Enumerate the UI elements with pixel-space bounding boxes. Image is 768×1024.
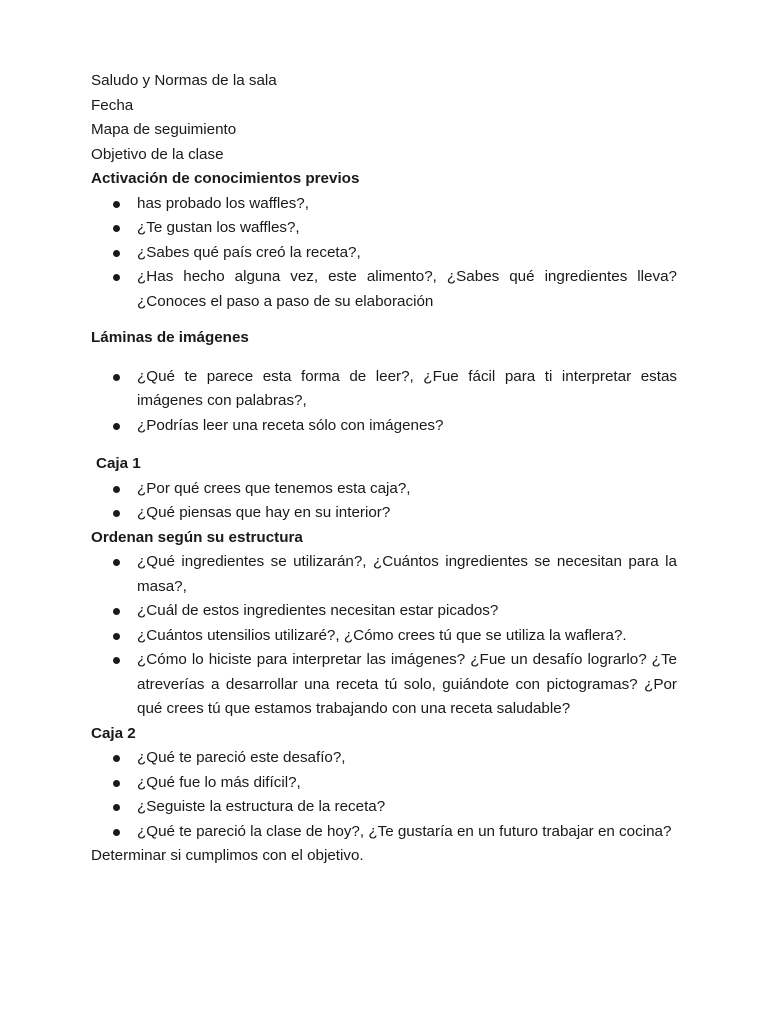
bullet-icon <box>113 559 120 566</box>
list-item: ¿Qué te parece esta forma de leer?, ¿Fue fácil para ti interpretar estas imágenes con palabras?, <box>91 365 677 414</box>
section-heading-box-1: Caja 1 <box>96 455 141 472</box>
list-item: ¿Has hecho alguna vez, este alimento?, ¿Sabes qué ingredientes lleva? ¿Conoces el paso a paso de su elaboración <box>91 265 677 314</box>
list-item: ¿Cuál de estos ingredientes necesitan estar picados? <box>91 599 677 624</box>
intro-line-greeting: Saludo y Normas de la sala <box>91 72 277 89</box>
bullet-icon <box>113 486 120 493</box>
bullet-icon <box>113 633 120 640</box>
bullet-list-image-sheets <box>91 365 677 439</box>
section-heading-order-structure: Ordenan según su estructura <box>91 528 303 546</box>
list-item: ¿Te gustan los waffles?, <box>91 216 677 241</box>
section-heading-prior-knowledge: Activación de conocimientos previos <box>91 170 360 187</box>
list-item: ¿Seguiste la estructura de la receta? <box>91 795 677 820</box>
bullet-icon <box>113 423 120 430</box>
list-item: ¿Por qué crees que tenemos esta caja?, <box>91 477 677 502</box>
list-item: ¿Qué piensas que hay en su interior? <box>91 501 677 526</box>
list-item: ¿Qué te pareció la clase de hoy?, ¿Te gustaría en un futuro trabajar en cocina? <box>91 820 677 845</box>
list-item: ¿Qué ingredientes se utilizarán?, ¿Cuántos ingredientes se necesitan para la masa?, <box>91 550 677 599</box>
bullet-icon <box>113 657 120 664</box>
list-item: ¿Qué te pareció este desafío?, <box>91 746 677 771</box>
bullet-list-box-2 <box>91 746 677 844</box>
list-item: ¿Qué fue lo más difícil?, <box>91 771 677 796</box>
intro-line-date: Fecha <box>91 96 134 114</box>
section-heading-box-2: Caja 2 <box>91 724 136 742</box>
bullet-icon <box>113 829 120 836</box>
bullet-list-box-1 <box>91 477 677 526</box>
document-page <box>91 69 677 869</box>
bullet-icon <box>113 755 120 762</box>
bullet-list-prior-knowledge <box>91 192 677 315</box>
bullet-list-order-structure <box>91 550 677 722</box>
bullet-icon <box>113 780 120 787</box>
bullet-icon <box>113 804 120 811</box>
bullet-icon <box>113 510 120 517</box>
bullet-icon <box>113 274 120 281</box>
bullet-icon <box>113 374 120 381</box>
section-heading-image-sheets: Láminas de imágenes <box>91 329 249 346</box>
bullet-icon <box>113 608 120 615</box>
list-item: ¿Podrías leer una receta sólo con imágenes? <box>91 414 677 439</box>
intro-line-tracking-map: Mapa de seguimiento <box>91 121 237 138</box>
intro-line-objective: Objetivo de la clase <box>91 145 224 163</box>
list-item: has probado los waffles?, <box>91 192 677 217</box>
closing-line: Determinar si cumplimos con el objetivo. <box>91 847 364 864</box>
list-item: ¿Sabes qué país creó la receta?, <box>91 241 677 266</box>
bullet-icon <box>113 225 120 232</box>
list-item: ¿Cuántos utensilios utilizaré?, ¿Cómo crees tú que se utiliza la waflera?. <box>91 624 677 649</box>
bullet-icon <box>113 201 120 208</box>
list-item: ¿Cómo lo hiciste para interpretar las imágenes? ¿Fue un desafío lograrlo? ¿Te atreverías a desarrollar una receta tú solo, guiándote con pictogramas? ¿Por qué crees tú que estamos trabajando con una receta saludable? <box>91 648 677 722</box>
bullet-icon <box>113 250 120 257</box>
